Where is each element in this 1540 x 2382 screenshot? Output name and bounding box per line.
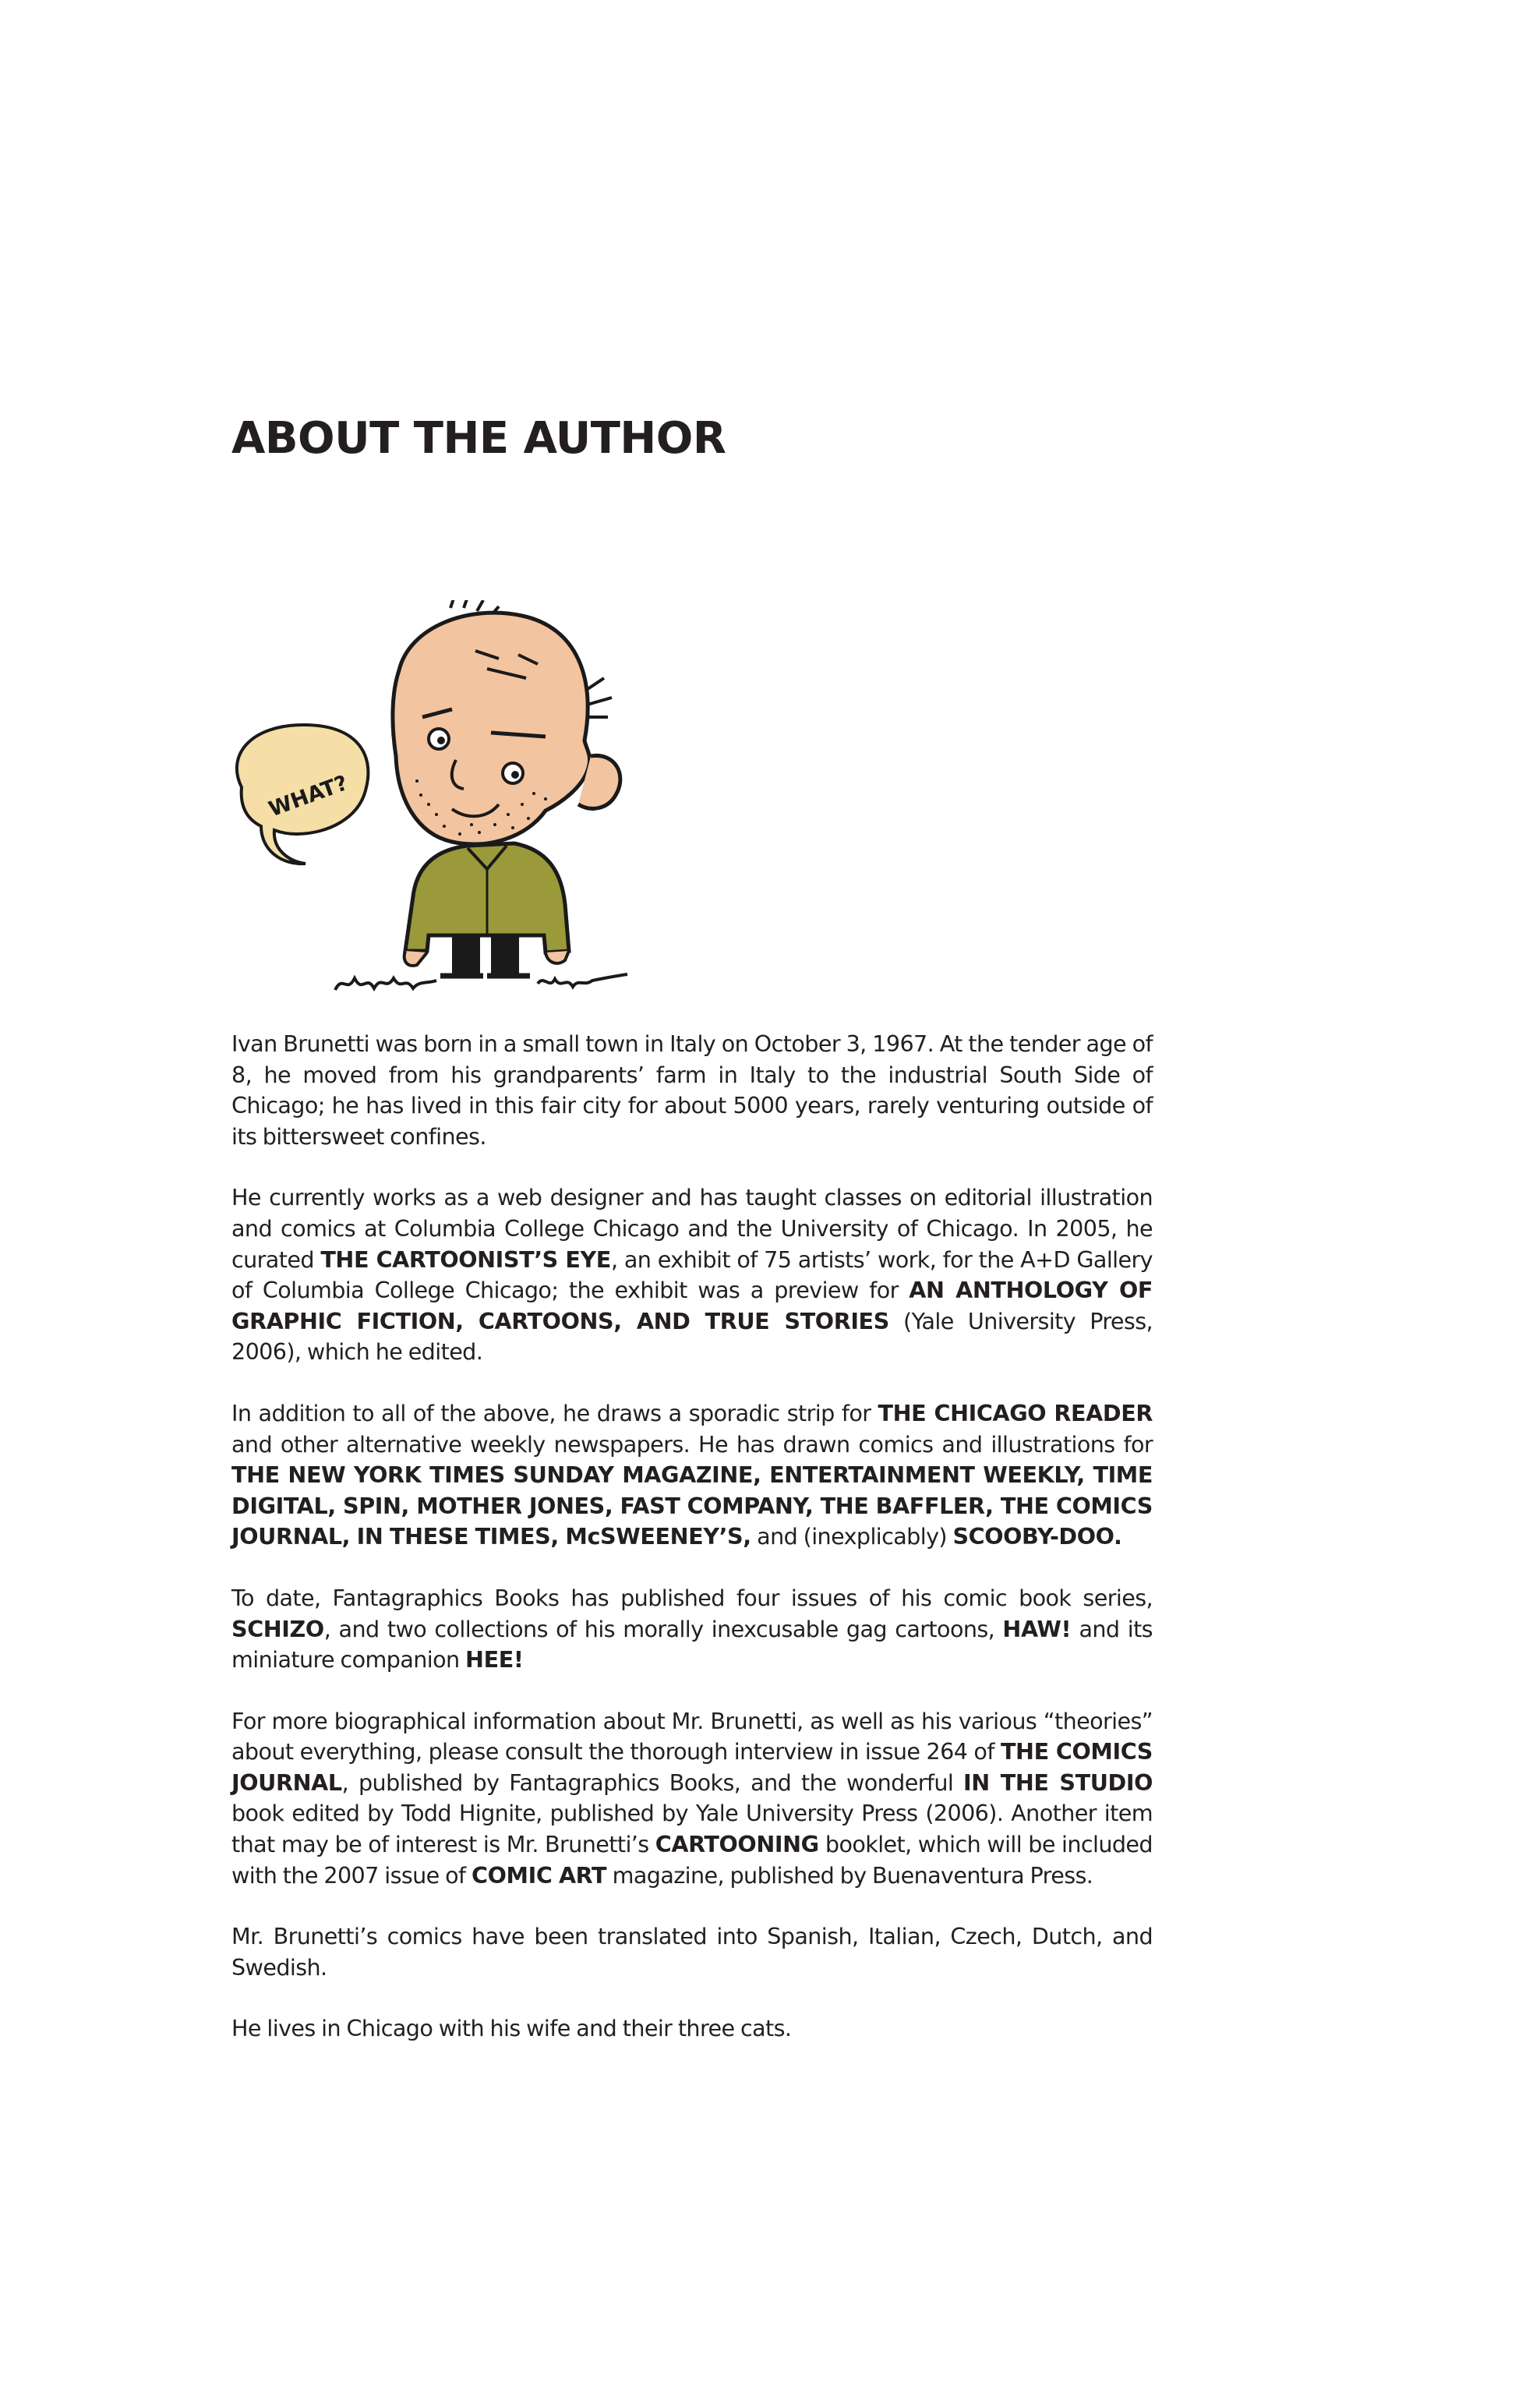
- anthology-title: AN ANTHOLOGY OF GRAPHIC FICTION, CARTOONS, AND TRUE STORIES: [231, 1277, 1153, 1334]
- cartoon-man: [393, 600, 620, 976]
- speech-bubble: [237, 725, 368, 864]
- bio-paragraph-4: To date, Fantagraphics Books has published four issues of his comic book series, SCHIZO, and two collections of his morally inexcusable gag cartoons, HAW! and its miniature companion HEE!: [231, 1584, 1153, 1673]
- bio-paragraph-2: He currently works as a web designer and has taught classes on editorial illustration and comics at Columbia College Chicago and the University of Chicago. In 2005, he curated THE CARTOONIST’S EYE, an exhibit of 75 artists’ work, for the A+D Gallery of Columbia College Chicago; the exhibit was a preview for AN ANTHOLOGY OF GRAPHIC FICTION, CARTOONS, AND TRUE STORIES (Yale University Press, 2006), which he edited.: [231, 1184, 1153, 1366]
- page-title: ABOUT THE AUTHOR: [231, 413, 726, 464]
- scooby-doo-title: SCOOBY-DOO.: [952, 1523, 1122, 1550]
- left-pupil: [437, 737, 445, 744]
- bio-paragraph-7: He lives in Chicago with his wife and their three cats.: [231, 2015, 792, 2042]
- chicago-reader-title: THE CHICAGO READER: [878, 1399, 1153, 1426]
- comics-journal-title: THE COMICS JOURNAL: [231, 1738, 1153, 1796]
- left-hand: [404, 951, 427, 966]
- bio-paragraph-3: In addition to all of the above, he draws a sporadic strip for THE CHICAGO READER and other alternative weekly newspapers. He has drawn comics and illustrations for THE NEW YORK TIMES SUNDAY MAGAZINE, ENTERTAINMENT WEEKLY, TIME DIGITAL, SPIN, MOTHER JONES, FAST COMPANY, THE BAFFLER, THE COMICS JOURNAL, IN THESE TIMES, McSWEENEY’S, and (inexplicably) SCOOBY-DOO.: [231, 1399, 1153, 1550]
- bio-paragraph-5: For more biographical information about Mr. Brunetti, as well as his various “theories” about everything, please consult the thorough interview in issue 264 of THE COMICS JOURNAL, published by Fantagraphics Books, and the wonderful IN THE STUDIO book edited by Todd Hignite, published by Yale University Press (2006). Another item that may be of interest is Mr. Brunetti’s CARTOONING booklet, which will be included with the 2007 issue of COMIC ART magazine, published by Buenaventura Press.: [231, 1707, 1153, 1889]
- left-leg: [452, 934, 480, 974]
- cartoonists-eye-title: THE CARTOONIST’S EYE: [320, 1246, 611, 1273]
- haw-title: HAW!: [1002, 1615, 1072, 1642]
- bio-paragraph-1: Ivan Brunetti was born in a small town in Italy on October 3, 1967. At the tender age of 8, he moved from his grandparents’ farm in Italy to the industrial South Side of Chicago; he has lived in this fair city for about 5000 years, rarely venturing outside of its bittersweet confines.: [231, 1030, 1153, 1150]
- author-illustration: [218, 600, 701, 1005]
- right-scribble: [538, 974, 627, 987]
- bio-paragraph-6: Mr. Brunetti’s comics have been translated into Spanish, Italian, Czech, Dutch, and Swedish.: [231, 1923, 1153, 1981]
- comic-art-title: COMIC ART: [472, 1861, 607, 1889]
- author-bio: [231, 1029, 1153, 2075]
- right-hand: [546, 951, 569, 963]
- in-the-studio-title: IN THE STUDIO: [963, 1769, 1153, 1796]
- left-scribble: [335, 978, 436, 990]
- schizo-title: SCHIZO: [231, 1615, 324, 1642]
- cartooning-title: CARTOONING: [655, 1831, 819, 1858]
- right-leg: [491, 934, 519, 974]
- hee-title: HEE!: [465, 1646, 524, 1673]
- speech-bubble-text: WHAT?: [265, 771, 351, 822]
- right-pupil: [511, 771, 519, 779]
- publications-list: THE NEW YORK TIMES SUNDAY MAGAZINE, ENTERTAINMENT WEEKLY, TIME DIGITAL, SPIN, MOTHER JONES, FAST COMPANY, THE BAFFLER, THE COMICS JOURNAL, IN THESE TIMES, McSWEENEY’S,: [231, 1461, 1153, 1550]
